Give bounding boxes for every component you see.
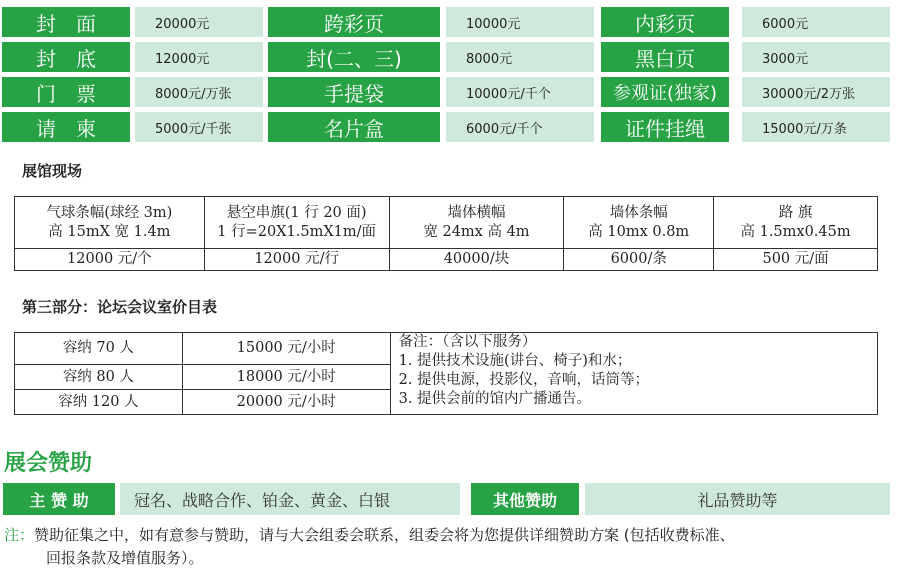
table-row [15,333,878,365]
footer-note-line2: 回报条款及增值服务）。 [46,549,204,567]
venue-price: 500 元/面 [714,249,878,271]
venue-price: 12000 元/个 [15,249,205,271]
price-item-value: 3000元 [742,42,890,72]
venue-heading: 展馆现场 [22,162,83,180]
conference-table [14,332,878,415]
venue-cell: 墙体横幅 宽 24mx 高 4m [389,197,564,249]
conference-price: 18000 元/小时 [182,365,390,390]
venue-spec-row [15,197,878,249]
footer-note [4,524,896,547]
venue-price-row [15,249,878,271]
price-item-label: 参观证(独家) [601,77,729,107]
venue-table [14,196,878,271]
footer-note-line1: 赞助征集之中，如有意参与赞助，请与大会组委会联系，组委会将为您提供详细赞助方案 (包括收费标准、 [34,526,735,544]
venue-cell: 气球条幅(球经 3m) 高 15mX 宽 1.4m [15,197,205,249]
price-item-label: 证件挂绳 [601,112,729,142]
footer-note-label: 注： [4,526,35,544]
conference-notes: 备注：（含以下服务） 1. 提供技术设施(讲台、椅子)和水； 2. 提供电源，投影仪，音响，话筒等； 3. 提供会前的馆内广播通告。 [390,333,877,415]
price-item-value: 5000元/千张 [135,112,263,142]
price-item-value: 10000元 [446,7,594,37]
price-item-value: 10000元/千个 [446,77,594,107]
price-grid [0,0,900,140]
venue-price: 40000/块 [389,249,564,271]
price-item-label: 跨彩页 [268,7,440,37]
other-sponsor-value: 礼品赞助等 [585,483,890,515]
conference-capacity: 容纳 120 人 [15,390,183,415]
venue-price: 12000 元/行 [204,249,389,271]
price-item-value: 20000元 [135,7,263,37]
price-item-label: 请 柬 [2,112,130,142]
conference-price: 15000 元/小时 [182,333,390,365]
price-item-value: 8000元 [446,42,594,72]
other-sponsor-label: 其他赞助 [471,483,579,515]
conference-price: 20000 元/小时 [182,390,390,415]
price-item-value: 12000元 [135,42,263,72]
conference-capacity: 容纳 80 人 [15,365,183,390]
main-sponsor-label: 主 赞 助 [3,483,115,515]
price-item-label: 黑白页 [601,42,729,72]
main-sponsor-value: 冠名、战略合作、铂金、黄金、白银 [120,483,460,515]
price-item-value: 15000元/万条 [742,112,890,142]
price-item-label: 封(二、三) [268,42,440,72]
price-item-label: 封 底 [2,42,130,72]
price-item-value: 6000元/千个 [446,112,594,142]
price-item-label: 封 面 [2,7,130,37]
venue-price: 6000/条 [564,249,714,271]
venue-cell: 墙体条幅 高 10mx 0.8m [564,197,714,249]
price-item-value: 30000元/2万张 [742,77,890,107]
venue-cell: 悬空串旗(1 行 20 面) 1 行=20X1.5mX1m/面 [204,197,389,249]
conference-heading: 第三部分：论坛会议室价目表 [22,298,218,316]
sponsorship-heading: 展会赞助 [4,451,93,476]
price-item-label: 内彩页 [601,7,729,37]
venue-cell: 路 旗 高 1.5mx0.45m [714,197,878,249]
price-item-label: 手提袋 [268,77,440,107]
price-item-value: 8000元/万张 [135,77,263,107]
price-item-label: 门 票 [2,77,130,107]
conference-capacity: 容纳 70 人 [15,333,183,365]
price-item-label: 名片盒 [268,112,440,142]
price-item-value: 6000元 [742,7,890,37]
